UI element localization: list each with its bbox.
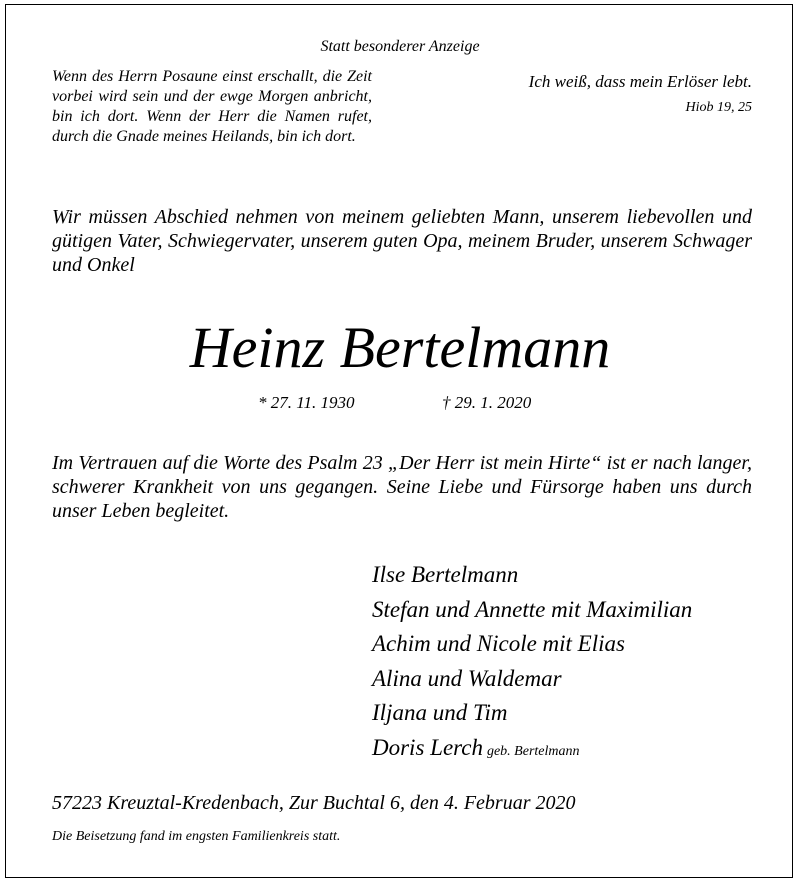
mourner-name: Iljana und Tim [372, 700, 508, 725]
bible-reference: Hiob 19, 25 [685, 100, 752, 115]
intro-text: Wir müssen Abschied nehmen von meinem geliebten Mann, unserem liebevollen und gütigen Vater, Schwiegervater, unserem guten Opa, meinem Bruder, unserem Schwager und Onkel [52, 206, 752, 276]
mourner-name: Alina und Waldemar [372, 665, 562, 691]
mourner-name: Ilse Bertelmann [372, 562, 519, 587]
mourner-name: Stefan und Annette mit Maximilian [372, 596, 693, 622]
header-note: Statt besonderer Anzeige [320, 38, 480, 55]
maiden-name-note: geb. Bertelmann [486, 743, 580, 759]
mourner-entry [372, 731, 692, 770]
message-text: Im Vertrauen auf die Worte des Psalm 23 „Der Herr ist mein Hirte“ ist er nach langer, schwerer Krankheit von uns gegangen. Seine Liebe und Fürsorge haben uns durch unser Leben begleitet. [52, 452, 752, 522]
verse-left: Wenn des Herrn Posaune einst erschallt, die Zeit vorbei wird sein und der ewge Morgen anbricht, bin ich dort. Wenn der Herr die Namen rufet, durch die Gnade meines Heilands, bin ich dort. [52, 68, 372, 145]
bible-quote: Ich weiß, dass mein Erlöser lebt. [528, 72, 752, 91]
funeral-note: Die Beisetzung fand im engsten Familienkreis statt. [52, 829, 341, 844]
mourner-name: Doris Lerch [372, 734, 483, 760]
deceased-name: Heinz Bertelmann [189, 315, 611, 380]
mourner-name: Achim und Nicole mit Elias [372, 631, 625, 656]
death-date: † 29. 1. 2020 [442, 393, 532, 412]
birth-date: * 27. 11. 1930 [258, 393, 355, 412]
address-line: 57223 Kreuztal-Kredenbach, Zur Buchtal 6, den 4. Februar 2020 [52, 792, 576, 814]
mourners-list [372, 558, 692, 769]
